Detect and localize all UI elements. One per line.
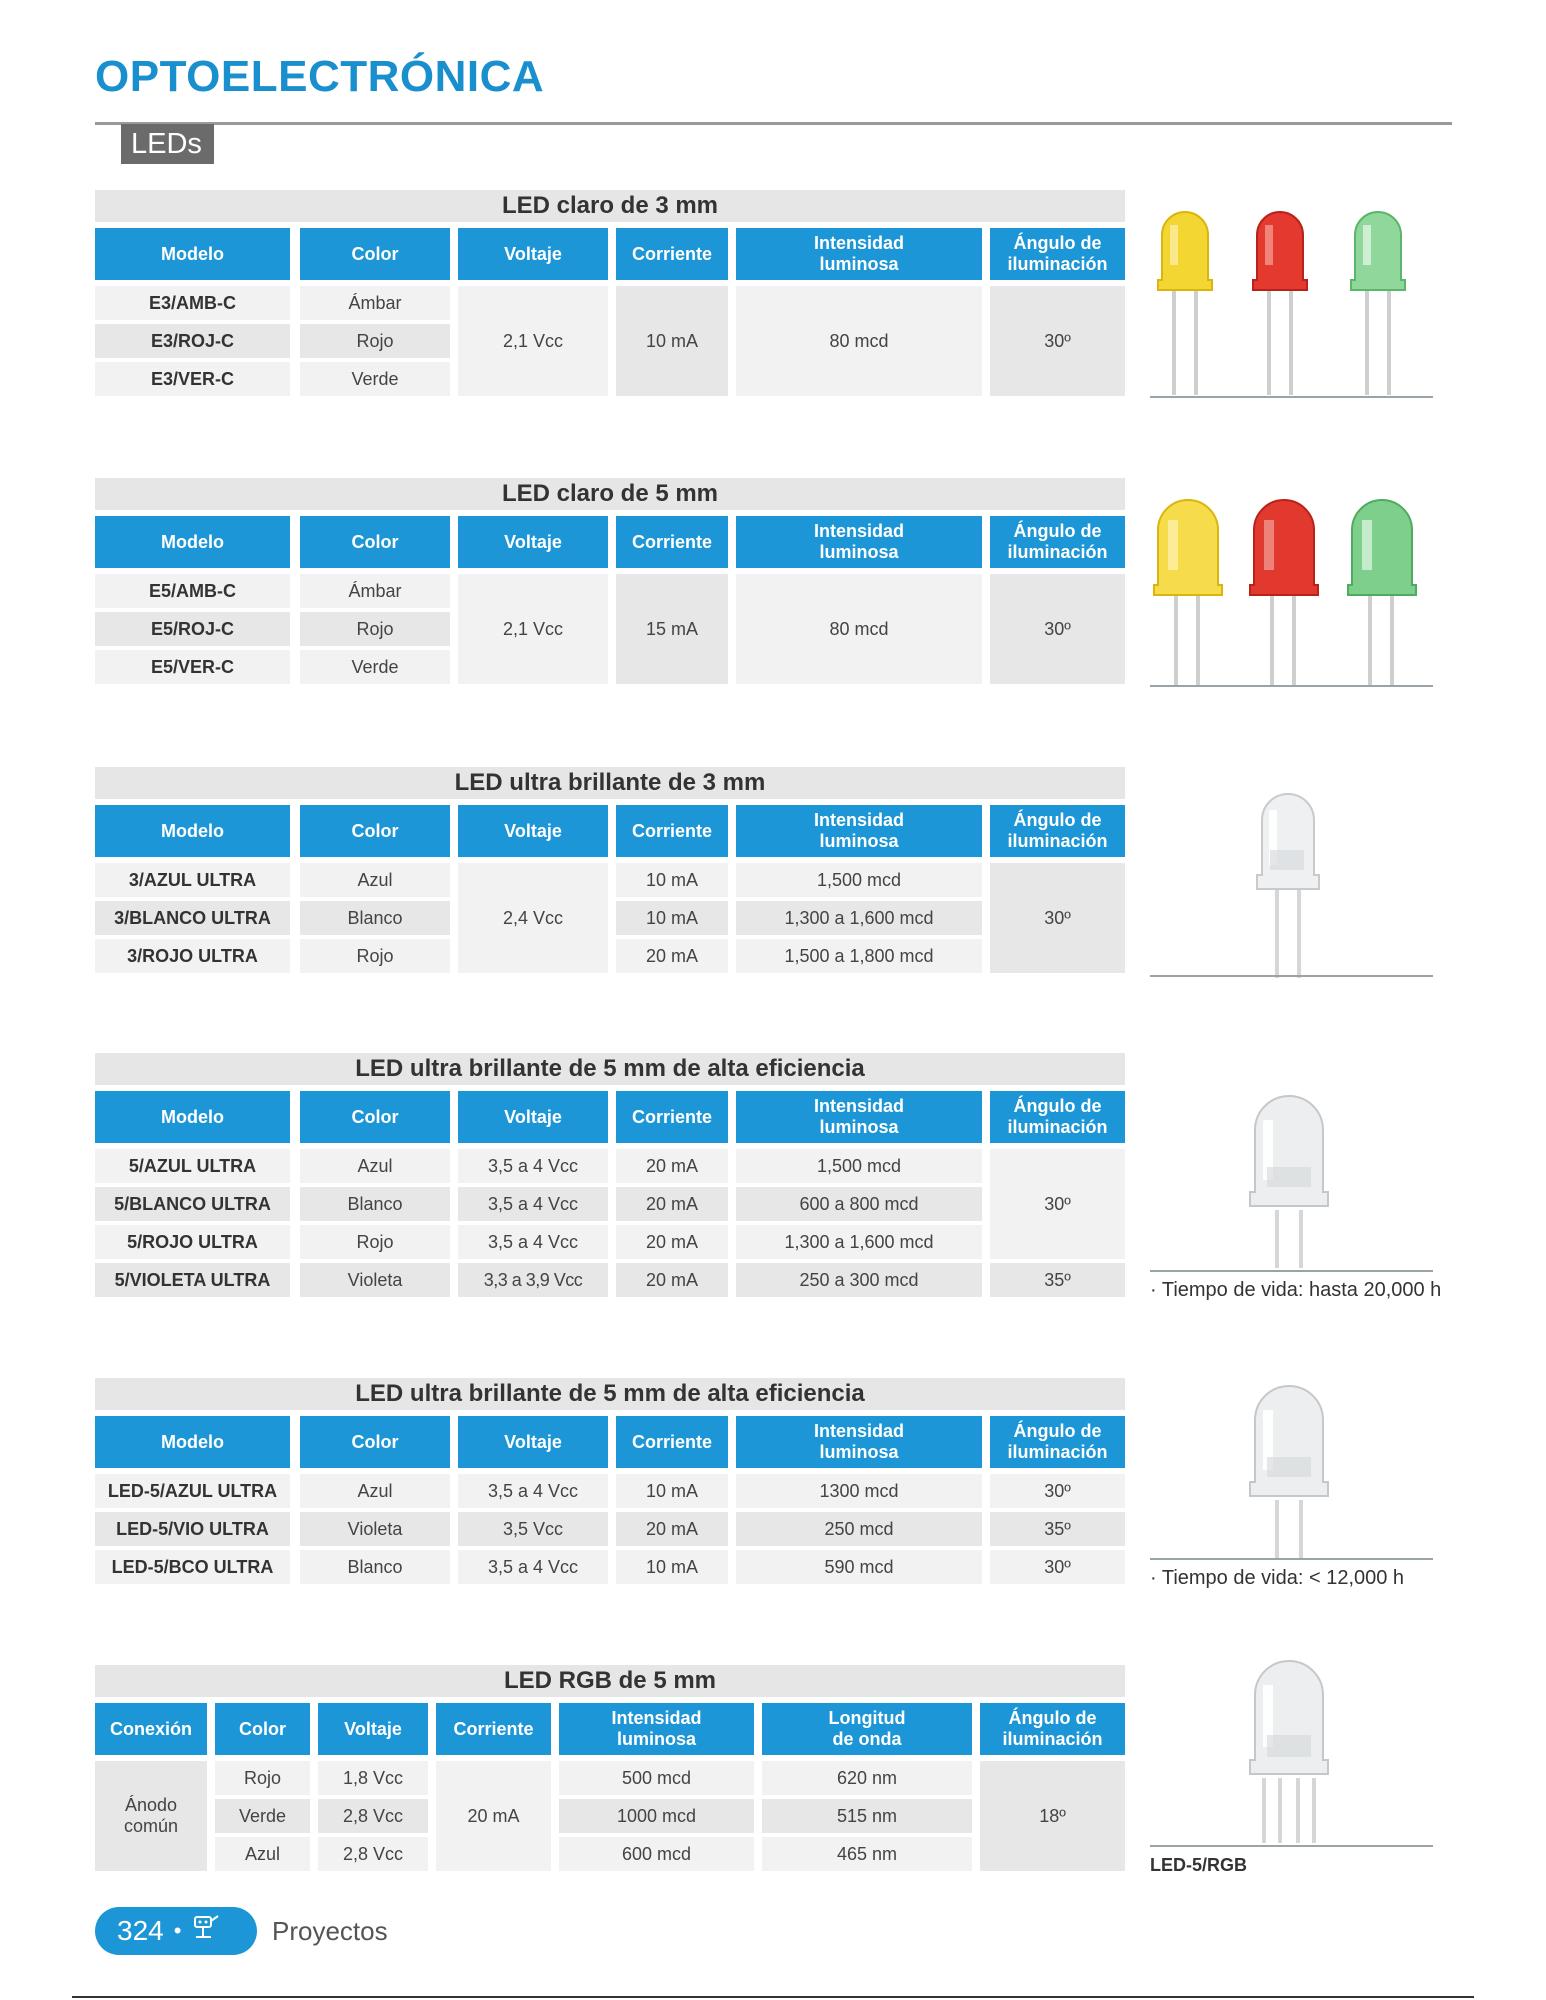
image-baseline (1150, 1270, 1433, 1272)
led-5mm-clear-image (1225, 1085, 1355, 1270)
cell-color: Azul (300, 863, 450, 897)
cell-color: Rojo (300, 324, 450, 358)
cell-corriente: 15 mA (616, 574, 728, 684)
cell-intensidad: 590 mcd (736, 1550, 982, 1584)
image-baseline (1150, 1558, 1433, 1560)
cell-angulo: 30º (990, 574, 1125, 684)
cell-intensidad: 250 a 300 mcd (736, 1263, 982, 1297)
header-angulo: Ángulo de iluminación (990, 805, 1125, 857)
cell-voltaje: 2,8 Vcc (318, 1799, 428, 1833)
cell-modelo: 5/VIOLETA ULTRA (95, 1263, 290, 1297)
header-angulo: Ángulo de iluminación (980, 1703, 1125, 1755)
cell-voltaje: 2,4 Vcc (458, 863, 608, 973)
green-led-icon (1348, 500, 1416, 685)
table-title: LED ultra brillante de 5 mm de alta eficiencia (95, 1378, 1125, 1410)
title-divider (95, 122, 1452, 125)
led-3mm-clear-image (1235, 780, 1345, 980)
cell-angulo: 30º (990, 1149, 1125, 1259)
cell-longitud-onda: 620 nm (762, 1761, 972, 1795)
cell-corriente: 20 mA (616, 1149, 728, 1183)
red-led-icon (1250, 500, 1318, 685)
led-5mm-colored-image (1150, 485, 1450, 690)
cell-color: Verde (300, 650, 450, 684)
table-led-ultra-5mm-a (95, 1053, 1125, 1301)
header-corriente: Corriente (616, 516, 728, 568)
cell-angulo: 30º (990, 1550, 1125, 1584)
led-5mm-clear-image (1225, 1375, 1355, 1560)
table-title: LED ultra brillante de 5 mm de alta eficiencia (95, 1053, 1125, 1085)
cell-color: Rojo (300, 612, 450, 646)
cell-voltaje: 3,5 a 4 Vcc (458, 1474, 608, 1508)
table-led-rgb-5mm (95, 1665, 1125, 1875)
cell-color: Azul (300, 1149, 450, 1183)
cell-voltaje: 2,1 Vcc (458, 286, 608, 396)
header-corriente: Corriente (616, 228, 728, 280)
image-baseline (1150, 396, 1433, 398)
header-angulo: Ángulo de iluminación (990, 516, 1125, 568)
table-title: LED RGB de 5 mm (95, 1665, 1125, 1697)
header-corriente: Corriente (616, 1091, 728, 1143)
footer-section-label: Proyectos (272, 1916, 388, 1946)
header-angulo: Ángulo de iluminación (990, 1091, 1125, 1143)
cell-modelo: LED-5/AZUL ULTRA (95, 1474, 290, 1508)
header-voltaje: Voltaje (458, 805, 608, 857)
cell-modelo: E3/VER-C (95, 362, 290, 396)
cell-modelo: LED-5/BCO ULTRA (95, 1550, 290, 1584)
cell-corriente: 10 mA (616, 901, 728, 935)
cell-modelo: LED-5/VIO ULTRA (95, 1512, 290, 1546)
image-caption: LED-5/RGB (1150, 1855, 1248, 1875)
cell-modelo: E5/AMB-C (95, 574, 290, 608)
cell-color: Rojo (300, 939, 450, 973)
cell-modelo: 5/BLANCO ULTRA (95, 1187, 290, 1221)
cell-color: Blanco (300, 1187, 450, 1221)
cell-modelo: 3/BLANCO ULTRA (95, 901, 290, 935)
robot-icon (191, 1913, 221, 1950)
page-number-badge (95, 1907, 257, 1955)
cell-corriente: 20 mA (616, 1187, 728, 1221)
header-modelo: Modelo (95, 1416, 290, 1468)
cell-angulo: 35º (990, 1512, 1125, 1546)
cell-voltaje: 3,5 a 4 Vcc (458, 1149, 608, 1183)
cell-corriente: 20 mA (616, 1225, 728, 1259)
image-baseline (1150, 1845, 1433, 1847)
rgb-led-icon (1250, 1661, 1328, 1843)
clear-led-icon (1250, 1386, 1328, 1558)
header-modelo: Modelo (95, 1091, 290, 1143)
cell-corriente: 20 mA (436, 1761, 551, 1871)
cell-intensidad: 250 mcd (736, 1512, 982, 1546)
cell-modelo: E5/VER-C (95, 650, 290, 684)
header-color: Color (300, 1091, 450, 1143)
clear-led-icon (1257, 794, 1319, 978)
cell-voltaje: 3,5 a 4 Vcc (458, 1225, 608, 1259)
lifetime-note: · Tiempo de vida: hasta 20,000 h (1150, 1279, 1442, 1301)
header-voltaje: Voltaje (458, 1091, 608, 1143)
cell-corriente: 20 mA (616, 1512, 728, 1546)
cell-intensidad: 600 a 800 mcd (736, 1187, 982, 1221)
cell-corriente: 20 mA (616, 1263, 728, 1297)
cell-corriente: 20 mA (616, 939, 728, 973)
lifetime-note: · Tiempo de vida: < 12,000 h (1150, 1567, 1405, 1589)
header-color: Color (300, 805, 450, 857)
cell-color: Verde (300, 362, 450, 396)
cell-modelo: 3/AZUL ULTRA (95, 863, 290, 897)
cell-corriente: 10 mA (616, 863, 728, 897)
cell-intensidad: 1000 mcd (559, 1799, 754, 1833)
table-led-ultra-3mm (95, 767, 1125, 977)
clear-led-icon (1250, 1096, 1328, 1268)
led-3mm-colored-image (1150, 195, 1450, 400)
header-color: Color (300, 228, 450, 280)
cell-color: Rojo (300, 1225, 450, 1259)
page-title: OPTOELECTRÓNICA (95, 52, 545, 101)
header-voltaje: Voltaje (458, 1416, 608, 1468)
section-tag: LEDs (121, 124, 214, 164)
header-angulo: Ángulo de iluminación (990, 228, 1125, 280)
yellow-led-icon (1158, 212, 1212, 395)
table-led-claro-5mm (95, 478, 1125, 688)
cell-voltaje: 3,5 a 4 Vcc (458, 1550, 608, 1584)
cell-modelo: E3/AMB-C (95, 286, 290, 320)
cell-angulo: 30º (990, 863, 1125, 973)
header-modelo: Modelo (95, 228, 290, 280)
cell-voltaje: 2,1 Vcc (458, 574, 608, 684)
cell-voltaje: 3,3 a 3,9 Vcc (458, 1263, 608, 1297)
header-voltaje: Voltaje (458, 516, 608, 568)
cell-modelo: 5/ROJO ULTRA (95, 1225, 290, 1259)
led-rgb-image (1222, 1650, 1358, 1845)
cell-intensidad: 1,300 a 1,600 mcd (736, 1225, 982, 1259)
cell-color: Blanco (300, 901, 450, 935)
green-led-icon (1351, 212, 1405, 395)
cell-color: Ámbar (300, 286, 450, 320)
cell-intensidad: 1,500 mcd (736, 863, 982, 897)
table-led-claro-3mm (95, 190, 1125, 400)
header-corriente: Corriente (616, 805, 728, 857)
header-conexion: Conexión (95, 1703, 207, 1755)
cell-intensidad: 1,300 a 1,600 mcd (736, 901, 982, 935)
header-intensidad: Intensidad luminosa (736, 228, 982, 280)
footer-rule (72, 1996, 1474, 1998)
header-color: Color (300, 1416, 450, 1468)
cell-modelo: 5/AZUL ULTRA (95, 1149, 290, 1183)
cell-intensidad: 1,500 mcd (736, 1149, 982, 1183)
header-color: Color (300, 516, 450, 568)
header-modelo: Modelo (95, 516, 290, 568)
cell-longitud-onda: 515 nm (762, 1799, 972, 1833)
cell-longitud-onda: 465 nm (762, 1837, 972, 1871)
cell-intensidad: 80 mcd (736, 286, 982, 396)
cell-corriente: 10 mA (616, 1474, 728, 1508)
cell-angulo: 35º (990, 1263, 1125, 1297)
bullet-separator: • (173, 1918, 182, 1943)
header-intensidad: Intensidad luminosa (736, 805, 982, 857)
table-led-ultra-5mm-b (95, 1378, 1125, 1588)
header-longitud-onda: Longitud de onda (762, 1703, 972, 1755)
red-led-icon (1253, 212, 1307, 395)
image-baseline (1150, 685, 1433, 687)
header-corriente: Corriente (436, 1703, 551, 1755)
cell-intensidad: 1300 mcd (736, 1474, 982, 1508)
cell-color: Violeta (300, 1512, 450, 1546)
cell-angulo: 18º (980, 1761, 1125, 1871)
cell-modelo: E5/ROJ-C (95, 612, 290, 646)
page-number: 324 (117, 1915, 164, 1946)
header-voltaje: Voltaje (318, 1703, 428, 1755)
cell-voltaje: 3,5 a 4 Vcc (458, 1187, 608, 1221)
cell-color: Blanco (300, 1550, 450, 1584)
cell-color: Azul (300, 1474, 450, 1508)
table-title: LED ultra brillante de 3 mm (95, 767, 1125, 799)
cell-intensidad: 80 mcd (736, 574, 982, 684)
header-color: Color (215, 1703, 310, 1755)
header-intensidad: Intensidad luminosa (559, 1703, 754, 1755)
image-baseline (1150, 975, 1433, 977)
cell-modelo: 3/ROJO ULTRA (95, 939, 290, 973)
cell-color: Azul (215, 1837, 310, 1871)
cell-conexion: Ánodo común (95, 1761, 207, 1871)
cell-color: Rojo (215, 1761, 310, 1795)
header-corriente: Corriente (616, 1416, 728, 1468)
header-intensidad: Intensidad luminosa (736, 1416, 982, 1468)
cell-corriente: 10 mA (616, 1550, 728, 1584)
cell-intensidad: 1,500 a 1,800 mcd (736, 939, 982, 973)
header-angulo: Ángulo de iluminación (990, 1416, 1125, 1468)
cell-angulo: 30º (990, 1474, 1125, 1508)
cell-modelo: E3/ROJ-C (95, 324, 290, 358)
header-intensidad: Intensidad luminosa (736, 1091, 982, 1143)
cell-angulo: 30º (990, 286, 1125, 396)
cell-color: Verde (215, 1799, 310, 1833)
header-voltaje: Voltaje (458, 228, 608, 280)
table-title: LED claro de 3 mm (95, 190, 1125, 222)
header-modelo: Modelo (95, 805, 290, 857)
cell-intensidad: 600 mcd (559, 1837, 754, 1871)
cell-corriente: 10 mA (616, 286, 728, 396)
header-intensidad: Intensidad luminosa (736, 516, 982, 568)
table-title: LED claro de 5 mm (95, 478, 1125, 510)
cell-voltaje: 2,8 Vcc (318, 1837, 428, 1871)
yellow-led-icon (1154, 500, 1222, 685)
cell-color: Ámbar (300, 574, 450, 608)
cell-voltaje: 1,8 Vcc (318, 1761, 428, 1795)
cell-color: Violeta (300, 1263, 450, 1297)
cell-intensidad: 500 mcd (559, 1761, 754, 1795)
cell-voltaje: 3,5 Vcc (458, 1512, 608, 1546)
